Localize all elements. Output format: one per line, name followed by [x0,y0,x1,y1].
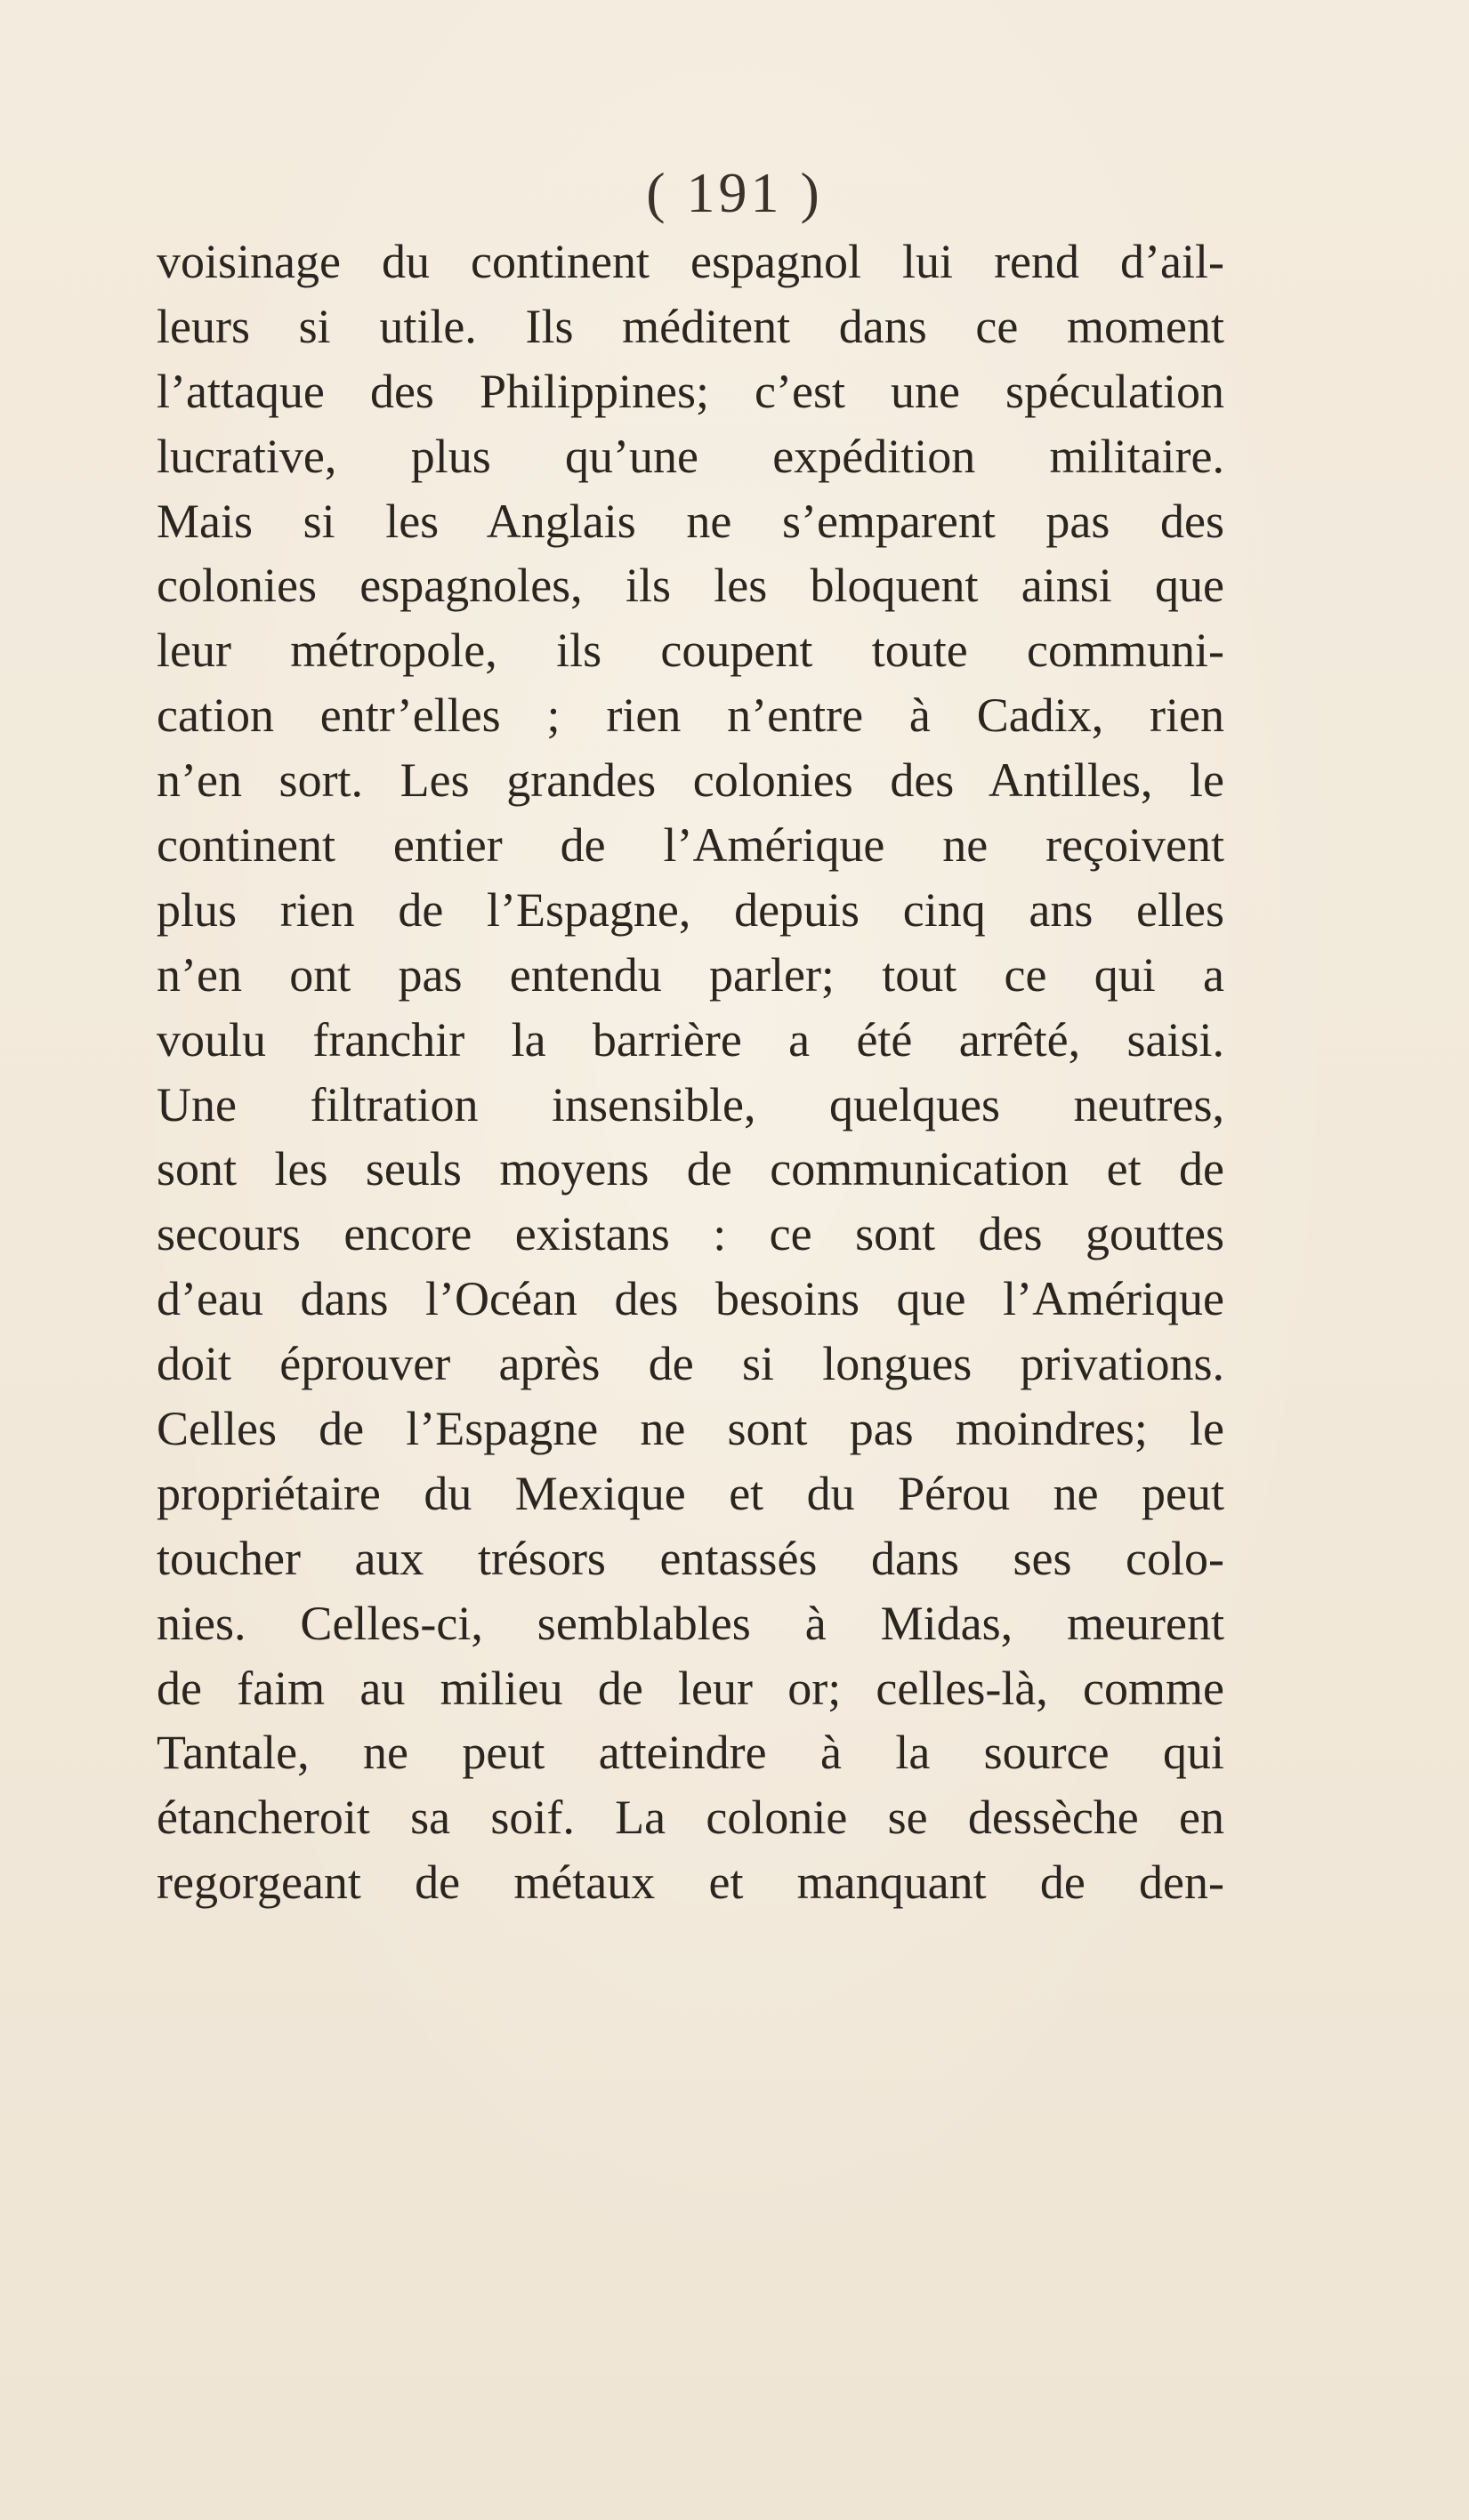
text-line: toucher aux trésors entassés dans ses colo- [157,1531,1224,1585]
text-line: voulu franchir la barrière a été arrêté, saisi. [157,1012,1224,1067]
text-line: Tantale, ne peut atteindre à la source qui [157,1726,1224,1780]
text-line: propriétaire du Mexique et du Pérou ne peut [157,1466,1224,1520]
text-line: Celles de l’Espagne ne sont pas moindres; le [157,1402,1224,1456]
text-line: secours encore existans : ce sont des gouttes [157,1207,1224,1261]
page-number: ( 191 ) [646,161,823,224]
text-line: de faim au milieu de leur or; celles-là, comme [157,1661,1224,1715]
text-line: Une filtration insensible, quelques neutres, [157,1077,1224,1131]
text-line: colonies espagnoles, ils les bloquent ainsi que [157,559,1224,613]
text-line: cation entr’elles ; rien n’entre à Cadix, rien [157,688,1224,743]
text-line: lucrative, plus qu’une expédition militaire. [157,429,1224,483]
text-line: regorgeant de métaux et manquant de den- [157,1856,1224,1910]
text-line: n’en ont pas entendu parler; tout ce qui a [157,947,1224,1002]
text-line: leurs si utile. Ils méditent dans ce moment [157,299,1224,353]
text-line: continent entier de l’Amérique ne reçoivent [157,818,1224,873]
body-text [157,229,1224,1915]
text-line: l’attaque des Philippines; c’est une spéculation [157,364,1224,418]
text-line: Mais si les Anglais ne s’emparent pas des [157,494,1224,548]
text-line: étancheroit sa soif. La colonie se dessèche en [157,1791,1224,1845]
text-line: leur métropole, ils coupent toute communi- [157,624,1224,678]
text-line: doit éprouver après de si longues privations. [157,1337,1224,1391]
text-line: sont les seuls moyens de communication et de [157,1142,1224,1196]
text-line: voisinage du continent espagnol lui rend d’ail- [157,235,1224,288]
text-line: d’eau dans l’Océan des besoins que l’Amérique [157,1272,1224,1326]
text-line: nies. Celles-ci, semblables à Midas, meurent [157,1596,1224,1650]
text-line: plus rien de l’Espagne, depuis cinq ans elles [157,882,1224,937]
text-line: n’en sort. Les grandes colonies des Antilles, le [157,753,1224,808]
